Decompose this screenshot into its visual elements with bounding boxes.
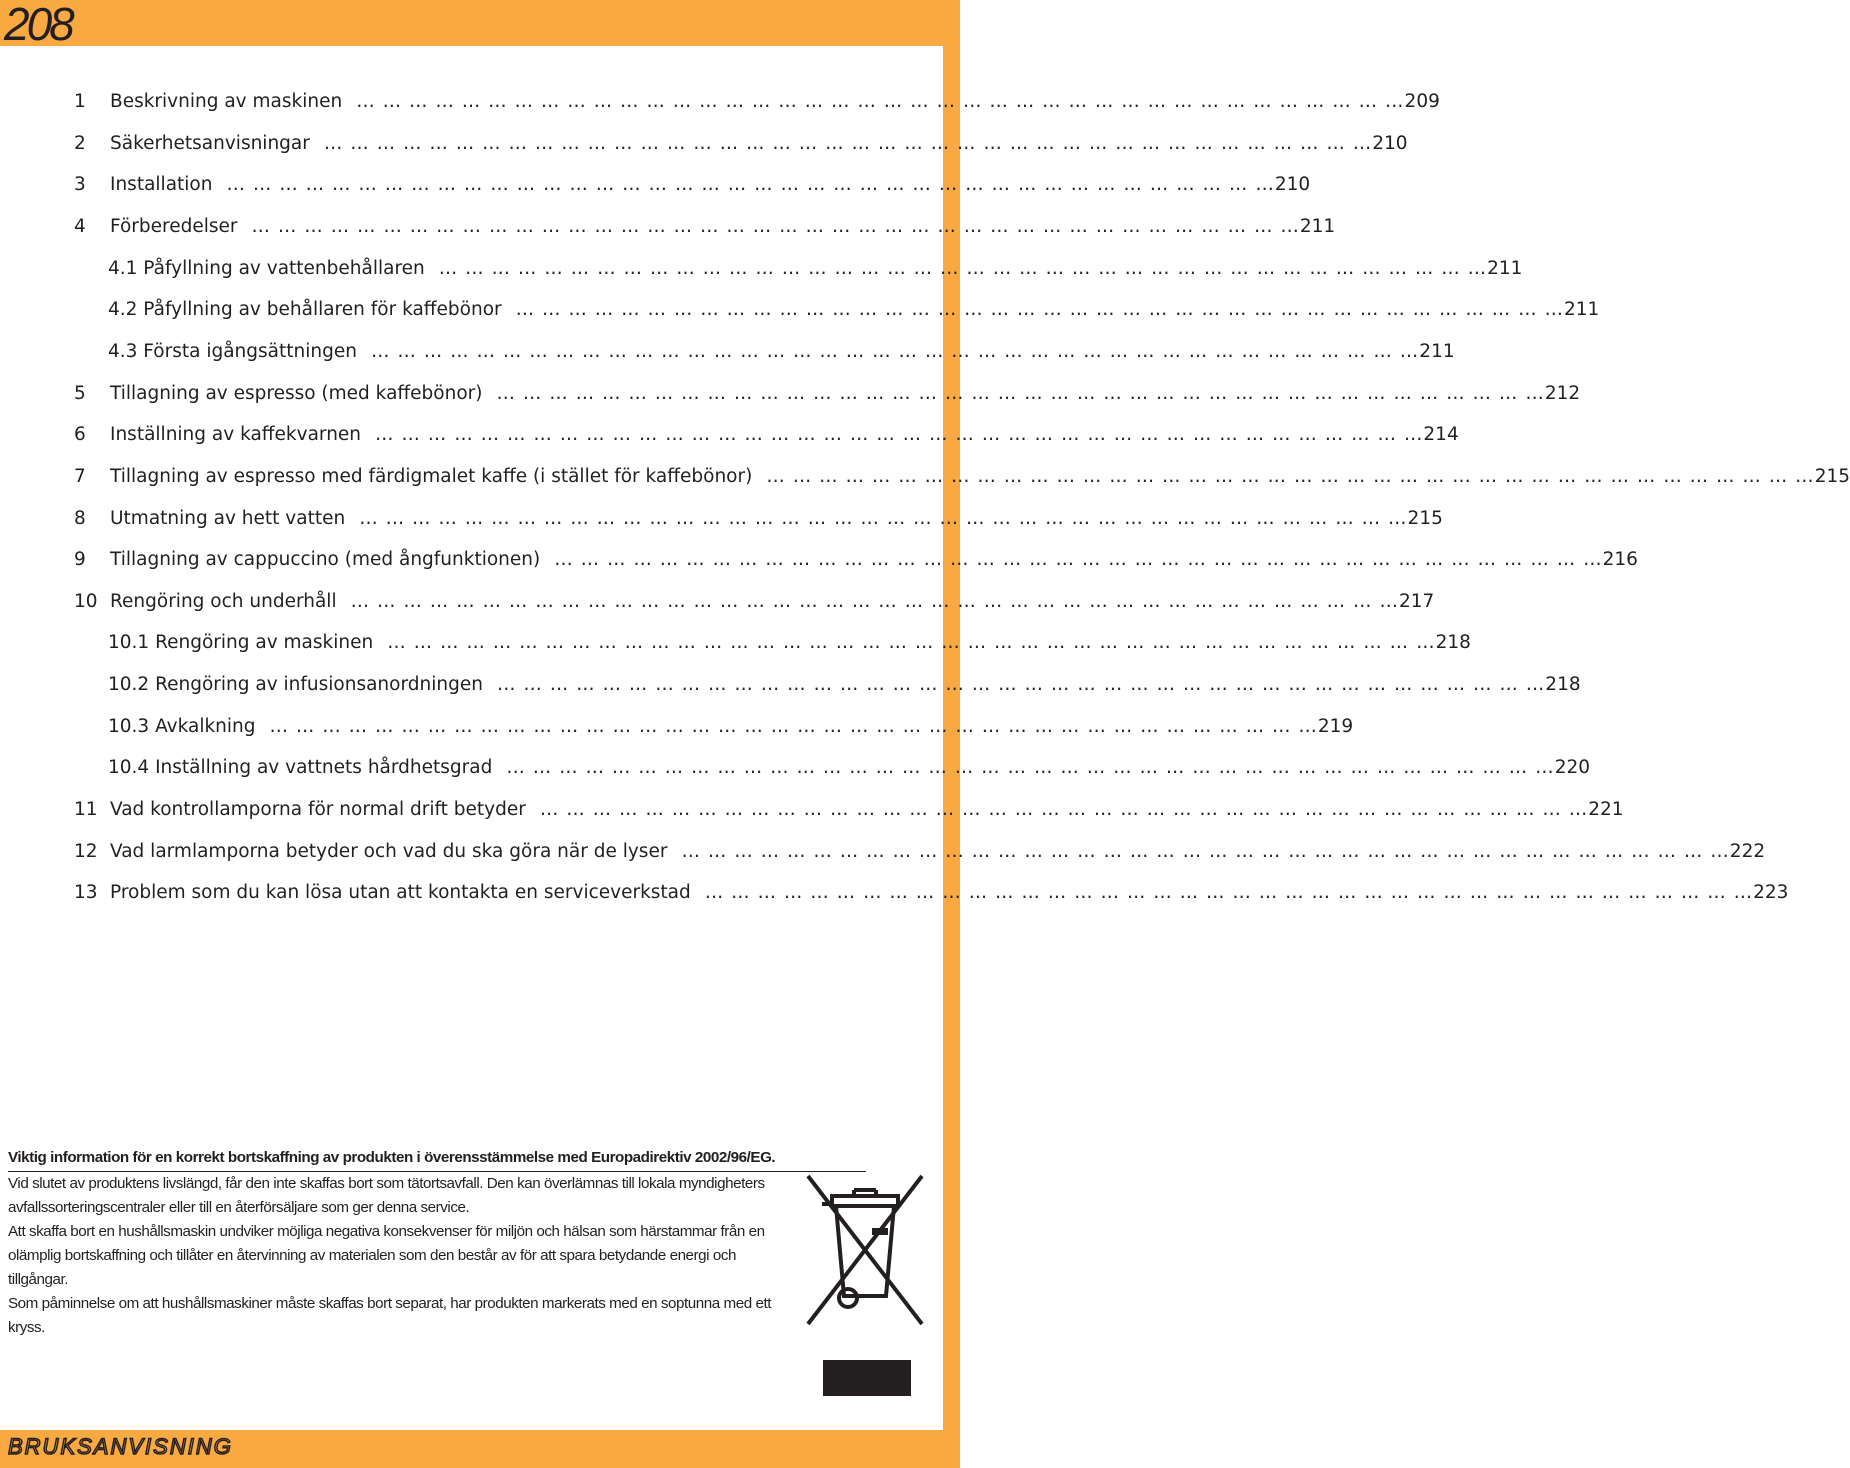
toc-entry-number: 11 [74,799,98,821]
toc-entry-page: 221 [1588,799,1624,821]
toc-entry-title: 10.4 Inställning av vattnets hårdhetsgrad [108,757,493,779]
toc-entry-page: 222 [1729,840,1766,862]
toc-entry [74,460,1850,494]
toc-leader-dots: … … … … … … … … … … … … … … … … … … … … … … … … … … … … … … … … … … … … … … … … [438,257,1488,279]
toc-entry [74,585,1435,619]
toc-entry-title: Utmatning av hett vatten [110,507,346,529]
notice-paragraph-1: Vid slutet av produktens livslängd, får den inte skaffas bort som tätortsavfall. Den kan överlämnas till lokala myndigheters avfallssorteringscentraler eller till en återförsäljare som ger denna service. [8,1175,765,1216]
toc-entry-page: 218 [1545,674,1581,696]
toc-entry-number: 4 [74,215,86,237]
toc-entry-number: 6 [74,424,86,446]
toc-entry-title: Säkerhetsanvisningar [110,132,310,154]
toc-leader-dots: … … … … … … … … … … … … … … … … … … … … … … … … … … … … … … … … … … … … … … … … [359,507,1408,529]
notice-heading: Viktig information för en korrekt bortskaffning av produkten i överensstämmelse med Europadirektiv 2002/96/EG. [8,1149,776,1166]
toc-leader-dots: … … … … … … … … … … … … … … … … … … … … … … … … … … … … … … … … … … … … … … … … [251,215,1300,237]
toc-entry-page: 223 [1753,882,1789,904]
toc-leader-dots: … … … … … … … … … … … … … … … … … … … … … … … … … … … … … … … … … … … … … … … … [496,674,1546,696]
toc-entry-title: Installation [110,174,213,196]
toc-entry-number: 2 [74,132,86,154]
toc-entry-title: Inställning av kaffekvarnen [110,424,362,446]
toc-entry-number: 12 [74,840,98,862]
toc-entry-title: 10.1 Rengöring av maskinen [108,632,374,654]
toc-leader-dots: … … … … … … … … … … … … … … … … … … … … … … … … … … … … … … … … … … … … … … … … [554,549,1603,571]
toc-leader-dots: … … … … … … … … … … … … … … … … … … … … … … … … … … … … … … … … … … … … … … … … [269,715,1318,737]
toc-entry-page: 217 [1398,590,1435,612]
toc-entry-title: Problem som du kan lösa utan att kontakta en serviceverkstad [110,882,691,904]
toc-entry-number: 5 [74,382,86,404]
toc-leader-dots: … … … … … … … … … … … … … … … … … … … … … … … … … … … … … … … … … … … … … … … … [356,91,1405,112]
toc-leader-dots: … … … … … … … … … … … … … … … … … … … … … … … … … … … … … … … … … … … … … … … … [323,132,1373,154]
toc-entry-page: 214 [1423,424,1459,446]
toc-entry [74,168,1311,202]
toc-entry-page: 212 [1544,382,1581,404]
toc-entry [74,793,1624,827]
toc-entry-title: 10.3 Avkalkning [108,715,256,737]
toc-entry-number: 9 [74,549,86,571]
toc-entry [74,751,1590,785]
toc-entry [74,210,1336,244]
toc-entry [74,835,1766,869]
crossed-out-wheelie-bin-icon [800,1168,930,1338]
toc-entry [74,502,1443,536]
toc-entry-number: 13 [74,882,98,904]
disposal-notice [8,1146,938,1340]
toc-entry [74,543,1638,577]
toc-entry-page: 209 [1404,91,1440,112]
toc-entry-page: 211 [1564,299,1600,321]
toc-leader-dots: … … … … … … … … … … … … … … … … … … … … … … … … … … … … … … … … … … … … … … … … [515,299,1564,321]
toc-entry-number: 3 [74,174,86,196]
toc-entry [74,377,1581,411]
toc-entry [74,293,1600,327]
toc-leader-dots: … … … … … … … … … … … … … … … … … … … … … … … … … … … … … … … … … … … … … … … … [496,382,1545,404]
toc-entry-number: 1 [74,91,86,112]
toc-entry-page: 211 [1299,215,1336,237]
toc-entry-page: 211 [1419,340,1455,362]
toc-entry-title: Förberedelser [110,215,238,237]
toc-leader-dots: … … … … … … … … … … … … … … … … … … … … … … … … … … … … … … … … … … … … … … … … [539,799,1589,821]
toc-entry-page: 210 [1372,132,1408,154]
toc-entry [74,335,1455,369]
toc-leader-dots: … … … … … … … … … … … … … … … … … … … … … … … … … … … … … … … … … … … … … … … … [766,465,1815,487]
toc-leader-dots: … … … … … … … … … … … … … … … … … … … … … … … … … … … … … … … … … … … … … … … … [375,424,1424,446]
toc-entry-page: 219 [1317,715,1354,737]
toc-leader-dots: … … … … … … … … … … … … … … … … … … … … … … … … … … … … … … … … … … … … … … … … [226,174,1275,196]
toc-leader-dots: … … … … … … … … … … … … … … … … … … … … … … … … … … … … … … … … … … … … … … … … [350,590,1399,612]
toc-leader-dots: … … … … … … … … … … … … … … … … … … … … … … … … … … … … … … … … … … … … … … … … [704,882,1754,904]
toc-entry-title: 4.3 Första igångsättningen [108,340,357,362]
toc-entry [74,252,1523,286]
toc-entry-page: 218 [1435,632,1471,654]
toc-entry-title: Tillagning av cappuccino (med ångfunktionen) [110,549,541,571]
toc-entry [74,626,1471,660]
toc-entry [74,127,1408,161]
notice-paragraph-2: Att skaffa bort en hushållsmaskin undviker möjliga negativa konsekvenser för miljön och hälsan som härstammar från en olämplig bortskaffning och tillåter en återvinning av materialen som den består av för att spara betydande energi och tillgångar. [8,1223,765,1288]
toc-leader-dots: … … … … … … … … … … … … … … … … … … … … … … … … … … … … … … … … … … … … … … … … [681,840,1730,862]
toc-entry-number: 8 [74,507,86,529]
footer-title: BRUKSANVISNING [8,1434,233,1459]
toc-entry [74,876,1789,910]
toc-entry-page: 215 [1407,507,1443,529]
toc-entry-title: 4.1 Påfyllning av vattenbehållaren [108,257,425,279]
toc-entry-title: Rengöring och underhåll [110,590,337,612]
toc-leader-dots: … … … … … … … … … … … … … … … … … … … … … … … … … … … … … … … … … … … … … … … … [370,340,1420,362]
toc-entry [74,668,1581,702]
toc-entry-title: 4.2 Påfyllning av behållaren för kaffebönor [108,299,502,321]
toc-entry-title: Tillagning av espresso med färdigmalet kaffe (i stället för kaffebönor) [110,465,753,487]
toc-entry [74,710,1354,744]
toc-entry-page: 211 [1487,257,1523,279]
toc-entry-title: Beskrivning av maskinen [110,91,343,112]
toc-entry [74,418,1459,452]
toc-entry-page: 210 [1274,174,1311,196]
black-bar [823,1360,911,1396]
toc-leader-dots: … … … … … … … … … … … … … … … … … … … … … … … … … … … … … … … … … … … … … … … … [387,632,1436,654]
toc-entry-page: 215 [1814,465,1850,487]
toc-entry-title: Vad kontrollamporna för normal drift betyder [110,799,526,821]
toc-leader-dots: … … … … … … … … … … … … … … … … … … … … … … … … … … … … … … … … … … … … … … … … [506,757,1555,779]
toc-entry [74,85,1440,119]
toc-entry-page: 220 [1554,757,1590,779]
page-number: 208 [4,0,72,50]
toc-entry-title: 10.2 Rengöring av infusionsanordningen [108,674,483,696]
toc-entry-number: 10 [74,590,98,612]
toc-entry-title: Vad larmlamporna betyder och vad du ska göra när de lyser [110,840,668,862]
toc-entry-page: 216 [1602,549,1638,571]
toc-entry-number: 7 [74,465,86,487]
toc-entry-title: Tillagning av espresso (med kaffebönor) [110,382,483,404]
notice-paragraph-3: Som påminnelse om att hushållsmaskiner måste skaffas bort separat, har produkten markerats med en soptunna med ett kryss. [8,1295,772,1336]
